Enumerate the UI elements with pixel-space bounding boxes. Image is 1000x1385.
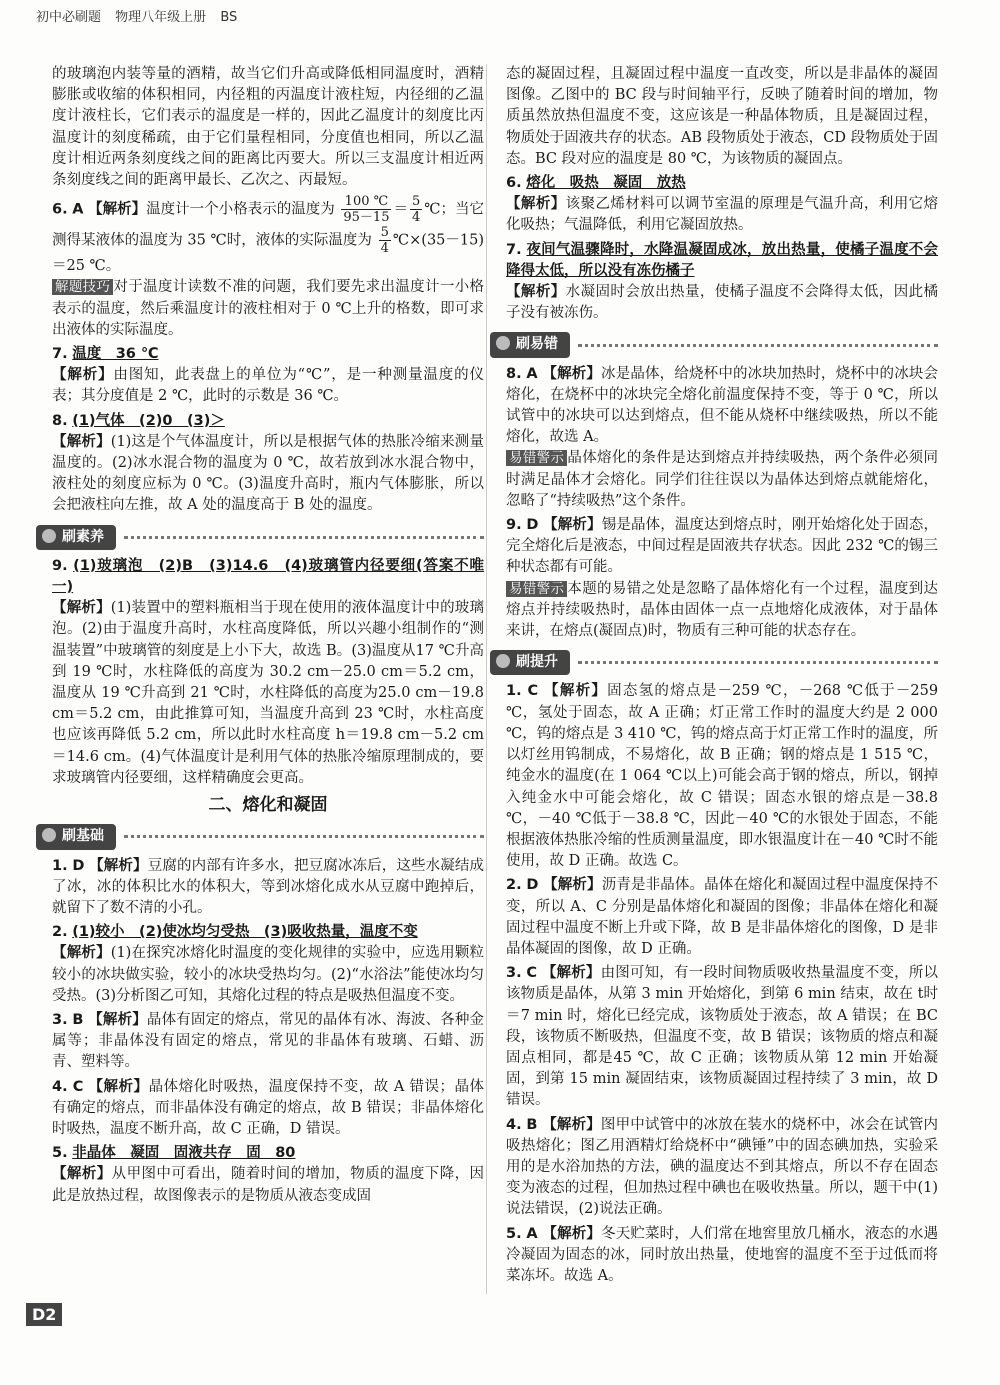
answer-item: 8. A 【解析】冰是晶体，给烧杯中的冰块加热时，烧杯中的冰块会熔化，在烧杯中的冰块完全熔化前温度保持不变，等于 0 ℃，所以试管中的冰块可以达到熔点，但不能从烧杯中继续吸热，所以不能熔化，故选 A。 — [506, 365, 939, 446]
intro-paragraph: 的玻璃泡内装等量的酒精，故当它们升高或降低相同温度时，酒精膨胀或收缩的体积相同，内径粗的丙温度计液柱短，内径细的乙温度计液柱长，它们表示的温度是一样的，因此乙温度计的刻度比丙温度计的刻度稀疏，由于它们量程相同，分度值也相同，所以乙温度计相近两条刻度线之间的距离比丙要大。所以三支温度计相近两条刻度线之间的距离甲最长、乙次之、丙最短。 — [52, 66, 484, 189]
answer-item: 2. D 【解析】沥青是非晶体。晶体在熔化和凝固过程中温度保持不变，所以 A、C 分别是晶体熔化和凝固的图像；非晶体在熔化和凝固过程中温度不断上升或下降，故 B 是非晶体熔化的图像，D 是非晶体凝固的图像，故 D 正确。 — [506, 877, 939, 957]
right-column — [506, 64, 938, 1287]
answer-item: 6. A 【解析】温度计一个小格表示的温度为 $\frac{100 ℃}{95-15}$ ＝ $\frac{5}{4}$ ℃；当它测得某液体的温度为 35 ℃时，液体的实际温度为 $\frac{5}{4}$ ℃×(35－15)＝25 ℃。 — [52, 194, 485, 275]
answer-item: 3. B 【解析】晶体有固定的熔点，常见的晶体有冰、海波、各种金属等；非晶体没有固定的熔点，常见的非晶体有玻璃、石蜡、沥青、塑料等。 — [52, 1011, 485, 1071]
tip-paragraph: 解题技巧 对于温度计读数不准的问题，我们要先求出温度计一小格表示的温度，然后乘温度计的液柱相对于 0 ℃上升的格数，即可求出液体的实际温度。 — [52, 279, 484, 338]
continued-paragraph: 态的凝固过程，且凝固过程中温度一直改变，所以是非晶体的凝固图像。乙图中的 BC 段与时间轴平行，反映了随着时间的增加，物质虽然放热但温度不变，这应该是一种晶体物质，且是凝固过程，物质处于固液共存的状态。AB 段物质处于液态，CD 段物质处于固态。BC 段对应的温度是 80 ℃，为该物质的凝固点。 — [506, 66, 938, 167]
column-divider — [486, 64, 487, 1294]
answer-item: 1. C 【解析】固态氢的熔点是－259 ℃，－268 ℃低于－259 ℃，氢处于固态，故 A 正确；灯正常工作时的温度大约是 2 000 ℃，钨的熔点是 3 410 ℃，钨的熔点高于灯正常工作时的温度，所以灯丝用钨制成，不易熔化，故 B 正确；钢的熔点是 1 515 ℃，纯金水的温度(在 1 064 ℃以上)可能会高于钢的熔点，所以，钢掉入纯金水中可能会熔化，故 C 错误；固态水银的熔点是－38.8 ℃，－40 ℃低于－38.8 ℃，因此－40 ℃的水银处于固态，不能根据液体热胀冷缩的性质测量温度，即水银温度计在－40 ℃时不能使用，故 D 正确。故选 C。 — [506, 683, 939, 870]
answer-item: 7. 夜间气温骤降时，水降温凝固成冰，放出热量，使橘子温度不会降得太低，所以没有冻伤橘子 【解析】水凝固时会放出热量，使橘子温度不会降得太低，因此橘子没有被冻伤。 — [506, 241, 939, 322]
section-badge: 刷素养 — [36, 525, 484, 550]
answer-item: 5. A 【解析】冬天贮菜时，人们常在地窖里放几桶水，液态的水遇冷凝固为固态的冰，同时放出热量，使地窖的温度不至于过低而将菜冻坏。故选 A。 — [506, 1225, 939, 1284]
answer-item: 9. (1)玻璃泡 (2)B (3)14.6 (4)玻璃管内径要细(答案不唯一) 【解析】(1)装置中的塑料瓶相当于现在使用的液体温度计中的玻璃泡。(2)由于温度升高时，水柱高度降低，所以兴趣小组制作的“测温装置”中玻璃管的刻度是上小下大，故选 B。(3)温度从17 ℃升高到 19 ℃时，水柱降低的高度为 30.2 cm－25.0 cm＝5.2 cm，温度从 19 ℃升高到 21 ℃时，水柱降低的高度为25.0 cm－19.8 cm＝5.2 cm，由此推算可知，当温度升高到 23 ℃时，水柱高度也应该再降低 5.2 cm，所以此时水柱高度 h＝19.8 cm－5.2 cm＝14.6 cm。(4)气体温度计是利用气体的热胀冷缩原理制成的，要求玻璃管内径要细，这样精确度会更高。 — [52, 557, 485, 786]
answer-item: 2. (1)较小 (2)使冰均匀受热 (3)吸收热量，温度不变 【解析】(1)在探究冰熔化时温度的变化规律的实验中，应选用颗粒较小的冰块做实验，较小的冰块受热均匀。(2)“水浴法”能使冰均匀受热。(3)分析图乙可知，其熔化过程的特点是吸热但温度不变。 — [52, 924, 484, 1004]
header-book: 初中必刷题 — [36, 10, 102, 25]
answer-item: 4. C 【解析】晶体熔化时吸热，温度保持不变，故 A 错误；晶体有确定的熔点，而非晶体没有确定的熔点，故 B 错误；非晶体熔化时吸热，温度不断升高，故 C 正确，D 错误。 — [52, 1078, 484, 1137]
header-edition: BS — [220, 10, 238, 25]
answer-item: 1. D 【解析】豆腐的内部有许多水，把豆腐冰冻后，这些水凝结成了冰，冰的体积比水的体积大，等到冰熔化成水从豆腐中跑掉后，就留下了数不清的小孔。 — [52, 857, 485, 916]
section-title: 二、熔化和凝固 — [208, 795, 328, 816]
answer-item: 5. 非晶体 凝固 固液共存 固 80 【解析】从甲图中可看出，随着时间的增加，物质的温度下降，因此是放热过程，故图像表示的是物质从液态变成固 — [52, 1145, 485, 1204]
section-badge: 刷提升 — [490, 650, 938, 675]
fraction: $\frac{100 ℃}{95-15}$ — [343, 194, 390, 226]
tip-paragraph: 易错警示 晶体熔化的条件是达到熔点并持续吸热，两个条件必须同时满足晶体才会熔化。同学们往往误以为晶体达到熔点就能熔化，忽略了“持续吸热”这个条件。 — [506, 450, 938, 509]
answer-item: 7. 温度 36 ℃ 【解析】由图知，此表盘上的单位为“℃”，是一种测量温度的仪表；其分度值是 2 ℃，此时的示数是 36 ℃。 — [52, 346, 484, 405]
section-badge: 刷基础 — [36, 824, 484, 849]
answer-item: 8. (1)气体 (2)0 (3)＞ 【解析】(1)这是个气体温度计，所以是根据气体的热胀冷缩来测量温度的。(2)冰水混合物的温度为 0 ℃，故若放到冰水混合物中，液柱处的刻度应标为 0 ℃。(3)温度升高时，瓶内气体膨胀，所以会把液柱向左推，故 A 处的温度高于 B 处的温度。 — [52, 412, 484, 514]
section-badge: 刷易错 — [490, 332, 938, 357]
page-header — [36, 6, 247, 25]
header-subject: 物理八年级上册 — [115, 10, 207, 25]
answer-item: 4. B 【解析】图甲中试管中的冰放在装水的烧杯中，冰会在试管内吸热熔化；图乙用酒精灯给烧杯中“碘锤”中的固态碘加热，实验采用的是水浴加热的方法，碘的温度达不到其熔点，所以不存在固态变为液态的过程，但加热过程中碘也在吸收热量。所以，题干中(1)说法错误，(2)说法正确。 — [506, 1116, 939, 1218]
fraction: $\frac{5}{4}$ — [380, 225, 389, 257]
answer-item: 3. C 【解析】由图可知，有一段时间物质吸收热量温度不变，所以该物质是晶体，从第 3 min 开始熔化，到第 6 min 结束，故在 t时＝7 min 时，熔化已经完成，该物质处于液态，故 A 错误；在 BC 段，该物质不断吸热，但温度不变，故 B 错误；该物质的熔点和凝固点相同，都是45 ℃，故 C 正确；该物质从第 12 min 开始凝固，到第 15 min 凝固结束，该物质凝固过程持续了 3 min，故 D 错误。 — [506, 965, 939, 1109]
answer-item: 9. D 【解析】锡是晶体，温度达到熔点时，刚开始熔化处于固态，完全熔化后是液态，中间过程是固液共存状态。因此 232 ℃的锡三种状态都有可能。 — [506, 517, 939, 576]
answer-item: 6. 熔化 吸热 凝固 放热 【解析】该聚乙烯材料可以调节室温的原理是气温升高，利用它熔化吸热；气温降低，利用它凝固放热。 — [506, 175, 939, 234]
tip-paragraph: 易错警示 本题的易错之处是忽略了晶体熔化有一个过程，温度到达熔点并持续吸热时，晶体由固体一点一点地熔化成液体，对于晶体来讲，在熔点(凝固点)时，物质有三种可能的状态存在。 — [506, 580, 938, 640]
left-column — [52, 64, 484, 1207]
fraction: $\frac{5}{4}$ — [412, 194, 421, 226]
page-number: D2 — [26, 1303, 62, 1326]
